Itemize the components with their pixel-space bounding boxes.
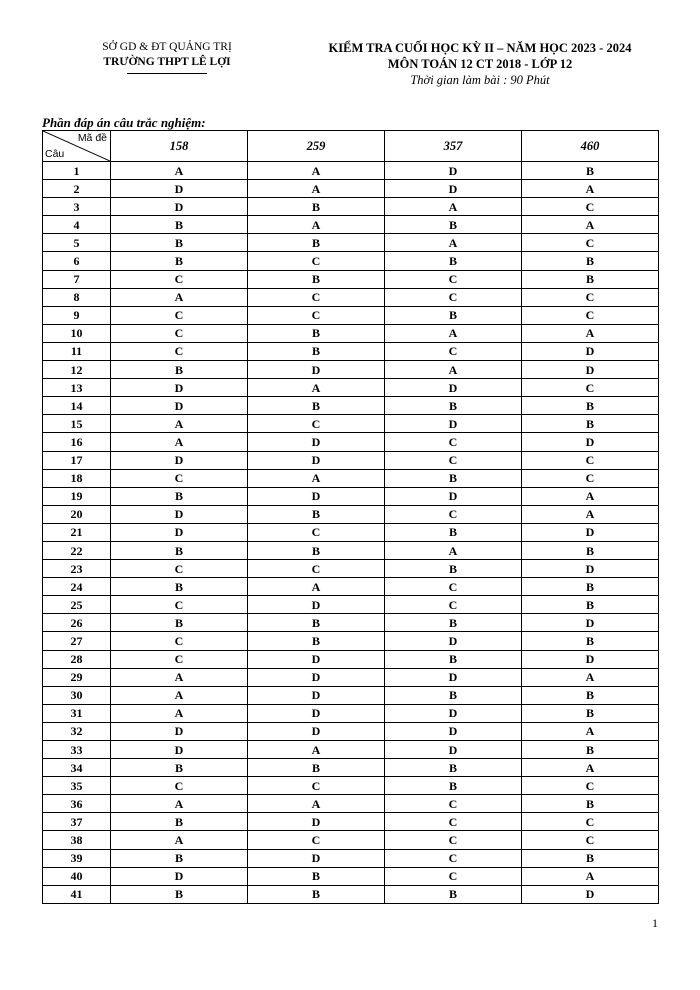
answer-cell: C bbox=[248, 831, 385, 849]
answer-cell: D bbox=[385, 415, 522, 433]
answer-cell: A bbox=[385, 541, 522, 559]
question-number: 3 bbox=[43, 198, 111, 216]
table-row bbox=[43, 487, 659, 505]
answer-cell: B bbox=[385, 523, 522, 541]
answer-cell: C bbox=[385, 288, 522, 306]
question-number: 10 bbox=[43, 324, 111, 342]
answer-cell: D bbox=[522, 433, 659, 451]
table-row bbox=[43, 234, 659, 252]
answer-cell: A bbox=[248, 578, 385, 596]
answer-cell: B bbox=[248, 234, 385, 252]
answer-cell: A bbox=[385, 234, 522, 252]
answer-cell: C bbox=[522, 777, 659, 795]
answer-cell: D bbox=[248, 487, 385, 505]
answer-cell: B bbox=[522, 270, 659, 288]
answer-cell: D bbox=[385, 722, 522, 740]
question-number: 6 bbox=[43, 252, 111, 270]
answer-cell: D bbox=[248, 668, 385, 686]
answer-cell: A bbox=[522, 487, 659, 505]
answer-cell: D bbox=[248, 686, 385, 704]
section-title: Phần đáp án câu trắc nghiệm: bbox=[42, 115, 206, 130]
table-row bbox=[43, 288, 659, 306]
answer-cell: B bbox=[248, 885, 385, 903]
answer-cell: D bbox=[522, 650, 659, 668]
answer-cell: B bbox=[111, 849, 248, 867]
answer-cell: D bbox=[248, 361, 385, 379]
answer-cell: D bbox=[248, 650, 385, 668]
answer-cell: B bbox=[385, 885, 522, 903]
question-number: 35 bbox=[43, 777, 111, 795]
answer-cell: A bbox=[111, 668, 248, 686]
answer-cell: B bbox=[522, 704, 659, 722]
answer-cell: A bbox=[522, 668, 659, 686]
answer-cell: D bbox=[385, 162, 522, 180]
table-row bbox=[43, 180, 659, 198]
answer-cell: B bbox=[522, 397, 659, 415]
answer-cell: C bbox=[248, 523, 385, 541]
answer-cell: D bbox=[248, 596, 385, 614]
answer-cell: C bbox=[522, 831, 659, 849]
answer-cell: C bbox=[111, 777, 248, 795]
answer-cell: A bbox=[385, 324, 522, 342]
answer-cell: B bbox=[522, 632, 659, 650]
answer-cell: B bbox=[385, 686, 522, 704]
answer-cell: B bbox=[111, 813, 248, 831]
question-number: 20 bbox=[43, 505, 111, 523]
question-number: 37 bbox=[43, 813, 111, 831]
answer-cell: B bbox=[385, 759, 522, 777]
table-row bbox=[43, 614, 659, 632]
answer-cell: B bbox=[111, 216, 248, 234]
answer-cell: D bbox=[522, 885, 659, 903]
answer-cell: C bbox=[248, 777, 385, 795]
answer-cell: D bbox=[111, 523, 248, 541]
question-number: 14 bbox=[43, 397, 111, 415]
answer-cell: B bbox=[522, 795, 659, 813]
table-row bbox=[43, 541, 659, 559]
table-row bbox=[43, 867, 659, 885]
answer-cell: D bbox=[111, 379, 248, 397]
table-row bbox=[43, 505, 659, 523]
table-row bbox=[43, 451, 659, 469]
answer-cell: B bbox=[385, 650, 522, 668]
answer-cell: C bbox=[111, 469, 248, 487]
answer-cell: C bbox=[111, 560, 248, 578]
answer-cell: D bbox=[111, 722, 248, 740]
table-row bbox=[43, 361, 659, 379]
question-number: 26 bbox=[43, 614, 111, 632]
question-number: 24 bbox=[43, 578, 111, 596]
answer-cell: B bbox=[111, 759, 248, 777]
header-divider bbox=[127, 73, 207, 74]
answer-cell: A bbox=[248, 469, 385, 487]
table-row bbox=[43, 813, 659, 831]
answer-cell: B bbox=[522, 415, 659, 433]
answer-cell: B bbox=[111, 487, 248, 505]
answer-cell: C bbox=[522, 198, 659, 216]
question-number: 5 bbox=[43, 234, 111, 252]
header-right bbox=[300, 40, 660, 88]
answer-cell: B bbox=[522, 741, 659, 759]
answer-cell: B bbox=[111, 885, 248, 903]
answer-cell: A bbox=[248, 741, 385, 759]
corner-label-code: Mã đề bbox=[77, 132, 107, 144]
answer-cell: D bbox=[385, 668, 522, 686]
answer-cell: A bbox=[522, 180, 659, 198]
answer-cell: B bbox=[522, 252, 659, 270]
question-number: 30 bbox=[43, 686, 111, 704]
question-number: 23 bbox=[43, 560, 111, 578]
table-row bbox=[43, 632, 659, 650]
answer-cell: C bbox=[385, 795, 522, 813]
answer-cell: B bbox=[385, 216, 522, 234]
answer-cell: D bbox=[385, 487, 522, 505]
table-row bbox=[43, 469, 659, 487]
answer-cell: C bbox=[385, 433, 522, 451]
answer-cell: B bbox=[385, 777, 522, 795]
answer-cell: D bbox=[385, 741, 522, 759]
question-number: 32 bbox=[43, 722, 111, 740]
table-row bbox=[43, 849, 659, 867]
question-number: 22 bbox=[43, 541, 111, 559]
answer-cell: A bbox=[111, 288, 248, 306]
answer-key-table bbox=[42, 130, 659, 904]
answer-cell: A bbox=[248, 162, 385, 180]
answer-cell: C bbox=[522, 288, 659, 306]
answer-cell: C bbox=[248, 415, 385, 433]
question-number: 18 bbox=[43, 469, 111, 487]
question-number: 40 bbox=[43, 867, 111, 885]
question-number: 21 bbox=[43, 523, 111, 541]
answer-cell: B bbox=[522, 162, 659, 180]
answer-cell: B bbox=[522, 541, 659, 559]
table-row bbox=[43, 578, 659, 596]
question-number: 15 bbox=[43, 415, 111, 433]
answer-cell: C bbox=[111, 342, 248, 360]
table-row bbox=[43, 523, 659, 541]
question-number: 28 bbox=[43, 650, 111, 668]
exam-duration: Thời gian làm bài : 90 Phút bbox=[410, 73, 550, 87]
answer-cell: B bbox=[522, 686, 659, 704]
answer-cell: B bbox=[111, 541, 248, 559]
answer-cell: B bbox=[248, 614, 385, 632]
answer-cell: C bbox=[111, 306, 248, 324]
table-row bbox=[43, 885, 659, 903]
answer-cell: A bbox=[248, 795, 385, 813]
answer-cell: B bbox=[248, 632, 385, 650]
answer-cell: B bbox=[248, 324, 385, 342]
answer-cell: C bbox=[385, 831, 522, 849]
department-name: SỞ GD & ĐT QUẢNG TRỊ bbox=[102, 41, 232, 53]
table-row bbox=[43, 270, 659, 288]
answer-cell: D bbox=[522, 560, 659, 578]
question-number: 9 bbox=[43, 306, 111, 324]
table-row bbox=[43, 777, 659, 795]
question-number: 13 bbox=[43, 379, 111, 397]
table-row bbox=[43, 306, 659, 324]
answer-cell: C bbox=[522, 469, 659, 487]
answer-cell: C bbox=[111, 650, 248, 668]
answer-cell: D bbox=[248, 704, 385, 722]
exam-code-header: 158 bbox=[111, 131, 248, 162]
table-row bbox=[43, 686, 659, 704]
question-number: 1 bbox=[43, 162, 111, 180]
answer-cell: C bbox=[111, 632, 248, 650]
table-row bbox=[43, 722, 659, 740]
answer-table-body bbox=[43, 162, 659, 904]
answer-cell: C bbox=[248, 560, 385, 578]
answer-cell: D bbox=[248, 813, 385, 831]
question-number: 29 bbox=[43, 668, 111, 686]
answer-cell: D bbox=[111, 397, 248, 415]
answer-cell: B bbox=[522, 849, 659, 867]
answer-cell: B bbox=[248, 505, 385, 523]
answer-cell: C bbox=[522, 306, 659, 324]
answer-cell: C bbox=[385, 342, 522, 360]
answer-cell: A bbox=[522, 759, 659, 777]
answer-cell: B bbox=[385, 252, 522, 270]
answer-cell: D bbox=[111, 180, 248, 198]
answer-cell: C bbox=[111, 596, 248, 614]
answer-cell: D bbox=[111, 867, 248, 885]
answer-cell: B bbox=[385, 397, 522, 415]
question-number: 8 bbox=[43, 288, 111, 306]
answer-cell: A bbox=[248, 379, 385, 397]
answer-cell: C bbox=[522, 813, 659, 831]
answer-cell: B bbox=[522, 596, 659, 614]
answer-cell: A bbox=[385, 198, 522, 216]
table-row bbox=[43, 668, 659, 686]
answer-cell: B bbox=[385, 560, 522, 578]
answer-cell: C bbox=[248, 288, 385, 306]
answer-cell: C bbox=[385, 849, 522, 867]
question-number: 25 bbox=[43, 596, 111, 614]
table-row bbox=[43, 415, 659, 433]
answer-cell: A bbox=[522, 505, 659, 523]
table-row bbox=[43, 379, 659, 397]
answer-cell: B bbox=[248, 397, 385, 415]
answer-cell: C bbox=[385, 451, 522, 469]
answer-cell: D bbox=[385, 379, 522, 397]
exam-code-header: 460 bbox=[522, 131, 659, 162]
page-number: 1 bbox=[652, 916, 658, 930]
question-number: 4 bbox=[43, 216, 111, 234]
corner-cell bbox=[43, 131, 111, 162]
table-header-row bbox=[43, 131, 659, 162]
question-number: 41 bbox=[43, 885, 111, 903]
exam-title: KIỂM TRA CUỐI HỌC KỲ II – NĂM HỌC 2023 - 2024 bbox=[328, 41, 632, 55]
table-row bbox=[43, 704, 659, 722]
answer-cell: D bbox=[111, 198, 248, 216]
question-number: 19 bbox=[43, 487, 111, 505]
answer-cell: C bbox=[248, 306, 385, 324]
answer-cell: A bbox=[111, 433, 248, 451]
question-number: 39 bbox=[43, 849, 111, 867]
table-row bbox=[43, 560, 659, 578]
answer-cell: C bbox=[385, 270, 522, 288]
answer-cell: D bbox=[522, 523, 659, 541]
answer-cell: A bbox=[111, 704, 248, 722]
question-number: 17 bbox=[43, 451, 111, 469]
answer-cell: D bbox=[248, 849, 385, 867]
header-left bbox=[72, 40, 262, 74]
answer-cell: D bbox=[385, 704, 522, 722]
table-row bbox=[43, 650, 659, 668]
answer-cell: B bbox=[385, 614, 522, 632]
exam-code-header: 259 bbox=[248, 131, 385, 162]
answer-cell: D bbox=[111, 505, 248, 523]
answer-cell: A bbox=[522, 324, 659, 342]
answer-cell: D bbox=[385, 180, 522, 198]
answer-cell: C bbox=[522, 451, 659, 469]
answer-cell: D bbox=[522, 361, 659, 379]
answer-cell: D bbox=[248, 722, 385, 740]
table-row bbox=[43, 252, 659, 270]
answer-cell: A bbox=[522, 867, 659, 885]
answer-cell: A bbox=[111, 831, 248, 849]
answer-cell: C bbox=[248, 252, 385, 270]
answer-cell: A bbox=[385, 361, 522, 379]
answer-cell: D bbox=[522, 342, 659, 360]
answer-cell: D bbox=[111, 741, 248, 759]
question-number: 27 bbox=[43, 632, 111, 650]
answer-cell: B bbox=[248, 759, 385, 777]
answer-cell: A bbox=[111, 415, 248, 433]
answer-cell: B bbox=[111, 614, 248, 632]
table-row bbox=[43, 216, 659, 234]
answer-cell: A bbox=[111, 795, 248, 813]
subject-title: MÔN TOÁN 12 CT 2018 - LỚP 12 bbox=[387, 57, 573, 71]
answer-cell: A bbox=[522, 722, 659, 740]
table-row bbox=[43, 397, 659, 415]
answer-cell: B bbox=[111, 578, 248, 596]
answer-cell: D bbox=[248, 451, 385, 469]
answer-cell: C bbox=[385, 813, 522, 831]
answer-cell: B bbox=[111, 361, 248, 379]
answer-cell: C bbox=[522, 234, 659, 252]
question-number: 38 bbox=[43, 831, 111, 849]
table-row bbox=[43, 795, 659, 813]
answer-cell: B bbox=[111, 234, 248, 252]
answer-cell: C bbox=[385, 596, 522, 614]
answer-cell: A bbox=[522, 216, 659, 234]
table-row bbox=[43, 324, 659, 342]
answer-cell: B bbox=[248, 342, 385, 360]
question-number: 7 bbox=[43, 270, 111, 288]
question-number: 34 bbox=[43, 759, 111, 777]
answer-cell: A bbox=[111, 162, 248, 180]
table-row bbox=[43, 198, 659, 216]
exam-code-header: 357 bbox=[385, 131, 522, 162]
answer-cell: A bbox=[248, 180, 385, 198]
table-row bbox=[43, 596, 659, 614]
answer-cell: D bbox=[522, 614, 659, 632]
answer-cell: B bbox=[248, 541, 385, 559]
answer-cell: B bbox=[522, 578, 659, 596]
answer-cell: B bbox=[111, 252, 248, 270]
question-number: 12 bbox=[43, 361, 111, 379]
corner-label-question: Câu bbox=[45, 148, 65, 160]
answer-cell: B bbox=[248, 270, 385, 288]
answer-cell: D bbox=[248, 433, 385, 451]
answer-cell: B bbox=[248, 867, 385, 885]
answer-cell: C bbox=[385, 867, 522, 885]
question-number: 16 bbox=[43, 433, 111, 451]
table-row bbox=[43, 433, 659, 451]
table-row bbox=[43, 831, 659, 849]
answer-cell: A bbox=[111, 686, 248, 704]
table-row bbox=[43, 741, 659, 759]
answer-cell: B bbox=[385, 469, 522, 487]
answer-cell: D bbox=[111, 451, 248, 469]
question-number: 31 bbox=[43, 704, 111, 722]
table-row bbox=[43, 759, 659, 777]
answer-cell: C bbox=[111, 270, 248, 288]
question-number: 33 bbox=[43, 741, 111, 759]
answer-cell: C bbox=[111, 324, 248, 342]
answer-cell: C bbox=[385, 578, 522, 596]
answer-cell: B bbox=[248, 198, 385, 216]
question-number: 11 bbox=[43, 342, 111, 360]
school-name: TRƯỜNG THPT LÊ LỢI bbox=[103, 56, 231, 68]
table-row bbox=[43, 342, 659, 360]
answer-cell: D bbox=[385, 632, 522, 650]
answer-cell: C bbox=[522, 379, 659, 397]
question-number: 36 bbox=[43, 795, 111, 813]
answer-cell: C bbox=[385, 505, 522, 523]
answer-cell: A bbox=[248, 216, 385, 234]
question-number: 2 bbox=[43, 180, 111, 198]
table-row bbox=[43, 162, 659, 180]
answer-cell: B bbox=[385, 306, 522, 324]
